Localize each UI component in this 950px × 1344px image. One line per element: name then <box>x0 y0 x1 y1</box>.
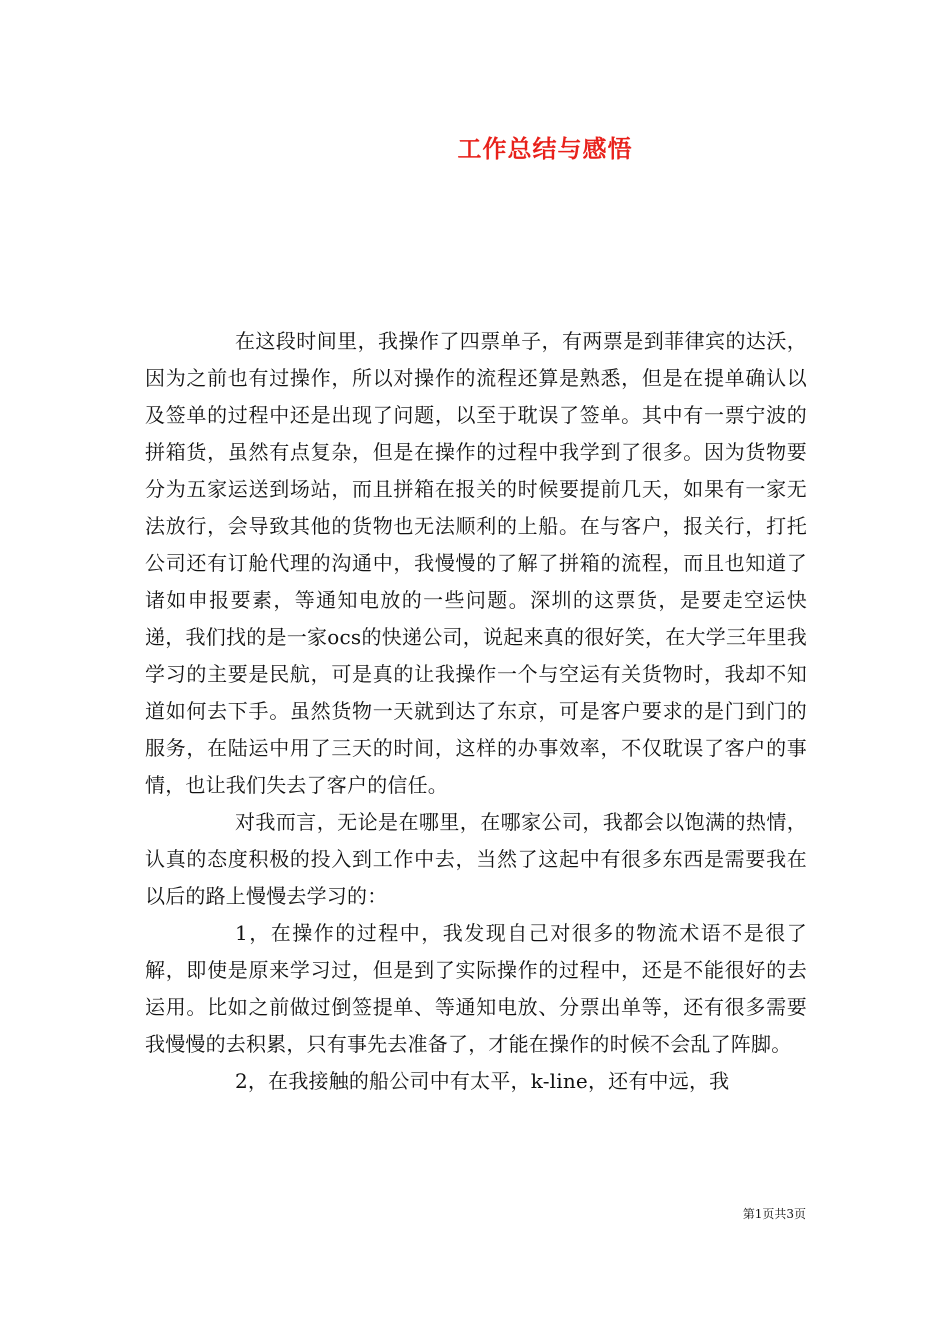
paragraph-2: 对我而言，无论是在哪里，在哪家公司，我都会以饱满的热情，认真的态度积极的投入到工作中去，当然了这起中有很多东西是需要我在以后的路上慢慢去学习的： <box>145 810 807 908</box>
paragraph-1: 在这段时间里，我操作了四票单子，有两票是到菲律宾的达沃，因为之前也有过操作，所以对操作的流程还算是熟悉，但是在提单确认以及签单的过程中还是出现了问题，以至于耽误了签单。其中有一票宁波的拼箱货，虽然有点复杂，但是在操作的过程中我学到了很多。因为货物要分为五家运送到场站，而且拼箱在报关的时候要提前几天，如果有一家无法放行，会导致其他的货物也无法顺利的上船。在与客户，报关行，打托公司还有订舱代理的沟通中，我慢慢的了解了拼箱的流程，而且也知道了诸如申报要素，等通知电放的一些问题。深圳的这票货，是要走空运快递，我们找的是一家ocs的快递公司，说起来真的很好笑，在大学三年里我学习的主要是民航，可是真的让我操作一个与空运有关货物时，我却不知道如何去下手。虽然货物一天就到达了东京，可是客户要求的是门到门的服务，在陆运中用了三天的时间，这样的办事效率，不仅耽误了客户的事情，也让我们失去了客户的信任。 <box>145 329 807 797</box>
paragraph-3: 1，在操作的过程中，我发现自己对很多的物流术语不是很了解，即使是原来学习过，但是到了实际操作的过程中，还是不能很好的去运用。比如之前做过倒签提单、等通知电放、分票出单等，还有很多需要我慢慢的去积累，只有事先去准备了，才能在操作的时候不会乱了阵脚。 <box>145 921 807 1056</box>
page-number-footer: 第1页共3页 <box>742 1207 806 1221</box>
document-body <box>145 323 807 1100</box>
paragraph-4: 2，在我接触的船公司中有太平，k-line，还有中远，我 <box>235 1069 730 1093</box>
page-title: 工作总结与感悟 <box>457 134 633 163</box>
